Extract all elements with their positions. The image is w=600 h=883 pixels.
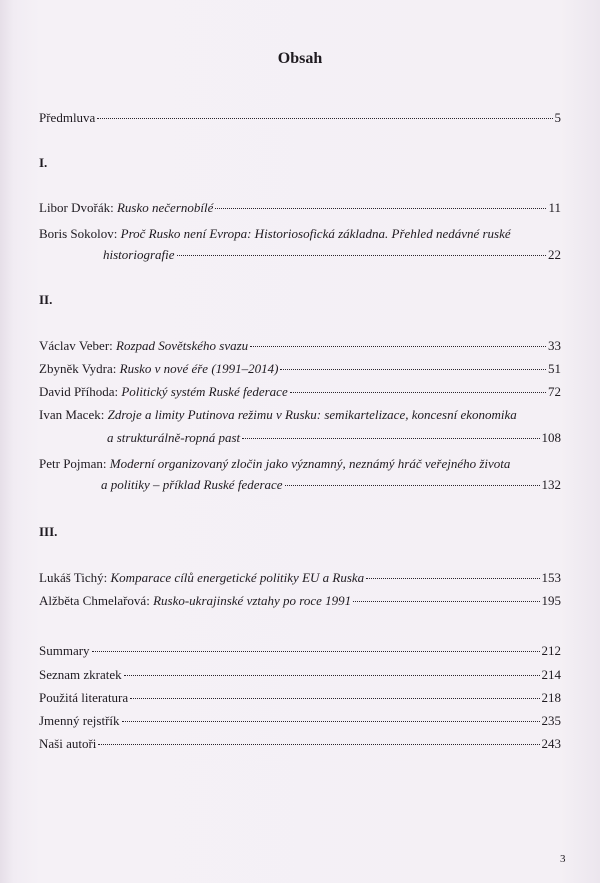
entry-page: 33 (548, 338, 561, 353)
entry-page: 72 (548, 384, 561, 399)
leader-dots (130, 698, 539, 699)
toc-entry-sokolov-cont[interactable] (103, 247, 561, 263)
leader-dots (366, 578, 539, 579)
entry-label: Předmluva (39, 110, 96, 125)
entry-page: 153 (541, 570, 561, 585)
toc-entry-pojman-cont[interactable] (101, 477, 561, 493)
entry-title: Rusko-ukrajinské vztahy po roce 1991 (153, 593, 352, 608)
leader-dots (124, 675, 540, 676)
leader-dots (285, 485, 540, 486)
toc-entry-macek-cont[interactable] (107, 430, 561, 446)
leader-dots (280, 369, 546, 370)
entry-label: Naši autoři (39, 736, 97, 751)
entry-title: Zdroje a limity Putinova režimu v Rusku: semikartelizace, koncesní ekonomika (107, 407, 517, 422)
entry-page: 132 (541, 477, 561, 492)
section-heading-3: III. (39, 524, 58, 539)
toc-entry-authors[interactable] (39, 736, 561, 752)
leader-dots (97, 118, 552, 119)
toc-entry-macek[interactable] (39, 407, 517, 423)
entry-title: Rozpad Sovětského svazu (116, 338, 249, 353)
entry-title: Komparace cílů energetické politiky EU a Ruska (110, 570, 365, 585)
entry-label: Jmenný rejstřík (39, 713, 120, 728)
toc-entry-abbreviations[interactable] (39, 667, 561, 683)
page-title: Obsah (277, 50, 323, 67)
section-heading-2: II. (39, 292, 53, 307)
entry-author: Zbyněk Vydra: (39, 361, 117, 376)
leader-dots (98, 744, 539, 745)
toc-entry-sokolov[interactable] (39, 226, 511, 242)
leader-dots (177, 255, 546, 256)
toc-entry-index[interactable] (39, 713, 561, 729)
entry-page: 22 (548, 247, 561, 262)
entry-title: Rusko nečernobílé (116, 200, 214, 215)
toc-entry-summary[interactable] (39, 643, 561, 659)
toc-entry-vydra[interactable] (39, 361, 561, 377)
entry-title-cont: historiografie (103, 247, 175, 262)
entry-author: Boris Sokolov: (39, 226, 118, 241)
entry-page: 235 (541, 713, 561, 728)
entry-author: Petr Pojman: (39, 456, 107, 471)
toc-entry-tichy[interactable] (39, 570, 561, 586)
entry-author: Ivan Macek: (39, 407, 105, 422)
entry-page: 5 (554, 110, 561, 125)
leader-dots (353, 601, 539, 602)
toc-entry-pojman[interactable] (39, 456, 510, 472)
entry-title-cont: a strukturálně-ropná past (107, 430, 241, 445)
entry-label: Seznam zkratek (39, 667, 122, 682)
leader-dots (290, 392, 546, 393)
page-number: 3 (560, 853, 566, 865)
leader-dots (215, 208, 546, 209)
toc-entry-preface[interactable] (39, 110, 561, 126)
entry-page: 11 (548, 200, 561, 215)
leader-dots (242, 438, 539, 439)
entry-title: Moderní organizovaný zločin jako významný, neznámý hráč veřejného života (109, 456, 511, 471)
toc-entry-chmelarova[interactable] (39, 593, 561, 609)
entry-title: Proč Rusko není Evropa: Historiosofická základna. Přehled nedávné ruské (120, 226, 511, 241)
entry-page: 108 (541, 430, 561, 445)
entry-author: Alžběta Chmelařová: (39, 593, 150, 608)
entry-page: 212 (541, 643, 561, 658)
entry-label: Summary (39, 643, 90, 658)
entry-author: Lukáš Tichý: (39, 570, 108, 585)
toc-entry-dvorak[interactable] (39, 200, 561, 216)
entry-page: 218 (541, 690, 561, 705)
toc-entry-prihoda[interactable] (39, 384, 561, 400)
entry-page: 51 (548, 361, 561, 376)
leader-dots (250, 346, 546, 347)
entry-author: David Příhoda: (39, 384, 119, 399)
entry-title: Rusko v nové éře (1991–2014) (119, 361, 279, 376)
entry-author: Václav Veber: (39, 338, 113, 353)
toc-entry-literature[interactable] (39, 690, 561, 706)
entry-title: Politický systém Ruské federace (121, 384, 288, 399)
entry-label: Použitá literatura (39, 690, 129, 705)
toc-entry-veber[interactable] (39, 338, 561, 354)
leader-dots (92, 651, 540, 652)
entry-author: Libor Dvořák: (39, 200, 114, 215)
entry-title-cont: a politiky – příklad Ruské federace (101, 477, 283, 492)
section-heading-1: I. (39, 155, 48, 170)
entry-page: 243 (541, 736, 561, 751)
entry-page: 195 (541, 593, 561, 608)
leader-dots (122, 721, 540, 722)
entry-page: 214 (541, 667, 561, 682)
